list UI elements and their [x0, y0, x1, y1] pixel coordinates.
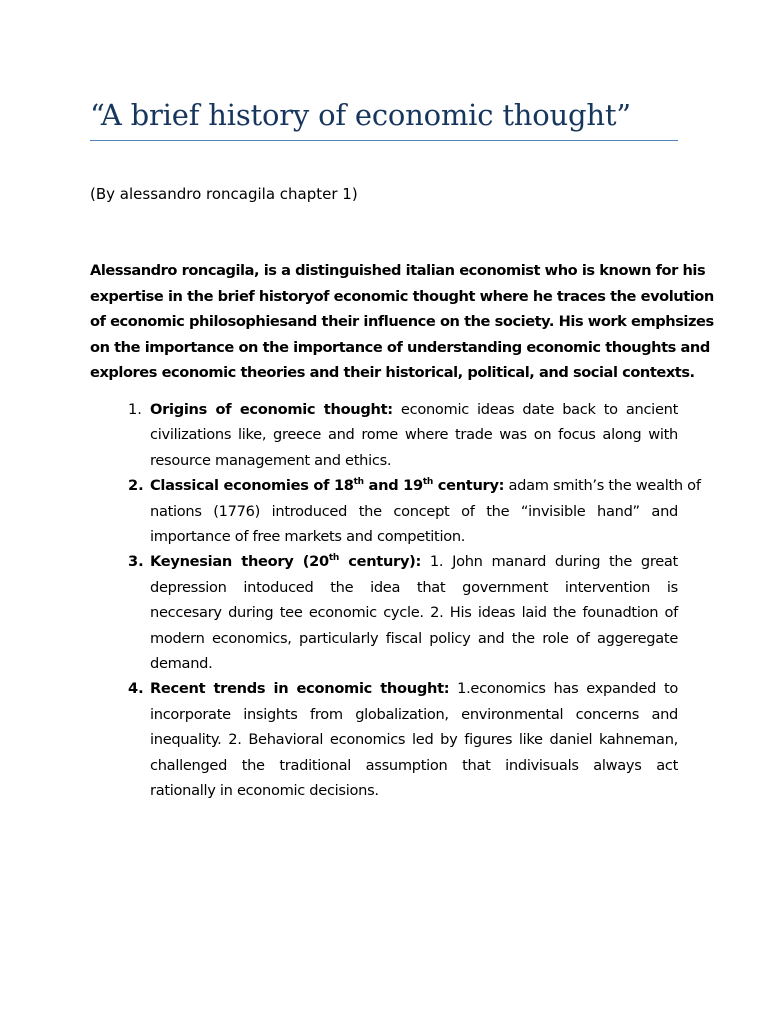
list-item-line: importance of free markets and competition. — [150, 528, 466, 546]
intro-line: Alessandro roncagila, is a distinguished italian economist who is known for his — [90, 262, 706, 279]
list-item-line: nations (1776) introduced the concept of the “invisible hand” and — [150, 502, 678, 520]
intro-line: of economic philosophiesand their influence on the society. His work emphsizes — [90, 313, 714, 330]
list-item-text: economic ideas date back to ancient — [392, 401, 678, 418]
list-item-text: adam smith’s the wealth of — [504, 477, 701, 495]
list-item-text: 1.economics has expanded to — [449, 680, 678, 698]
list-item-line — [150, 397, 678, 422]
superscript: th — [353, 477, 364, 488]
list-item-line: rationally in economic decisions. — [150, 782, 379, 800]
document-title: “A brief history of economic thought” — [90, 98, 631, 132]
superscript: th — [422, 477, 433, 488]
list-item-line: challenged the traditional assumption that indivisuals always act — [150, 756, 678, 774]
list-number: 1. — [128, 401, 142, 418]
list-item-label: Origins of economic thought: — [150, 401, 393, 418]
list-item-line: incorporate insights from globalization, environmental concerns and — [150, 705, 678, 723]
list-item-body — [150, 676, 678, 803]
label-part: century: — [432, 477, 505, 495]
list-item-line: resource management and ethics. — [150, 451, 392, 469]
list-item-line — [150, 676, 678, 701]
title-underline — [90, 140, 678, 141]
label-part: Classical economies of 18 — [150, 477, 354, 495]
list-item — [90, 549, 678, 676]
list-item-line: modern economics, particularly fiscal policy and the role of aggeregate — [150, 629, 678, 647]
list-item-line — [150, 473, 701, 498]
list-item-line: neccesary during tee economic cycle. 2. His ideas laid the founadtion of — [150, 604, 678, 622]
list-item-line: depression intoduced the idea that government intervention is — [150, 578, 678, 596]
list-number: 4. — [128, 680, 144, 698]
list-number: 3. — [128, 553, 144, 571]
list-item-text: 1. John manard during the great — [421, 553, 678, 571]
superscript: th — [328, 553, 339, 564]
intro-paragraph — [90, 258, 714, 386]
label-part: Keynesian theory (20 — [150, 553, 329, 571]
list-item-body — [150, 473, 701, 549]
label-part: and 19 — [363, 477, 423, 495]
intro-line: explores economic theories and their historical, political, and social contexts. — [90, 364, 695, 381]
list-item-label: Recent trends in economic thought: — [150, 680, 450, 698]
list-item-body — [150, 549, 678, 676]
list-item — [90, 397, 678, 473]
list-item-line — [150, 549, 678, 574]
list-item — [90, 473, 701, 549]
label-part: century): — [338, 553, 422, 571]
list-item-line: inequality. 2. Behavioral economics led by figures like daniel kahneman, — [150, 731, 678, 749]
intro-line: expertise in the brief historyof economic thought where he traces the evolution — [90, 287, 714, 305]
list-item-line: demand. — [150, 655, 213, 673]
list-item-label — [150, 553, 421, 570]
numbered-list — [90, 397, 701, 804]
intro-line: on the importance on the importance of understanding economic thoughts and — [90, 338, 710, 356]
list-item — [90, 676, 678, 803]
byline: (By alessandro roncagila chapter 1) — [90, 185, 358, 203]
list-item-line: civilizations like, greece and rome where trade was on focus along with — [150, 426, 678, 444]
list-item-label — [150, 477, 504, 494]
list-number: 2. — [128, 477, 144, 495]
list-item-body — [150, 397, 678, 473]
